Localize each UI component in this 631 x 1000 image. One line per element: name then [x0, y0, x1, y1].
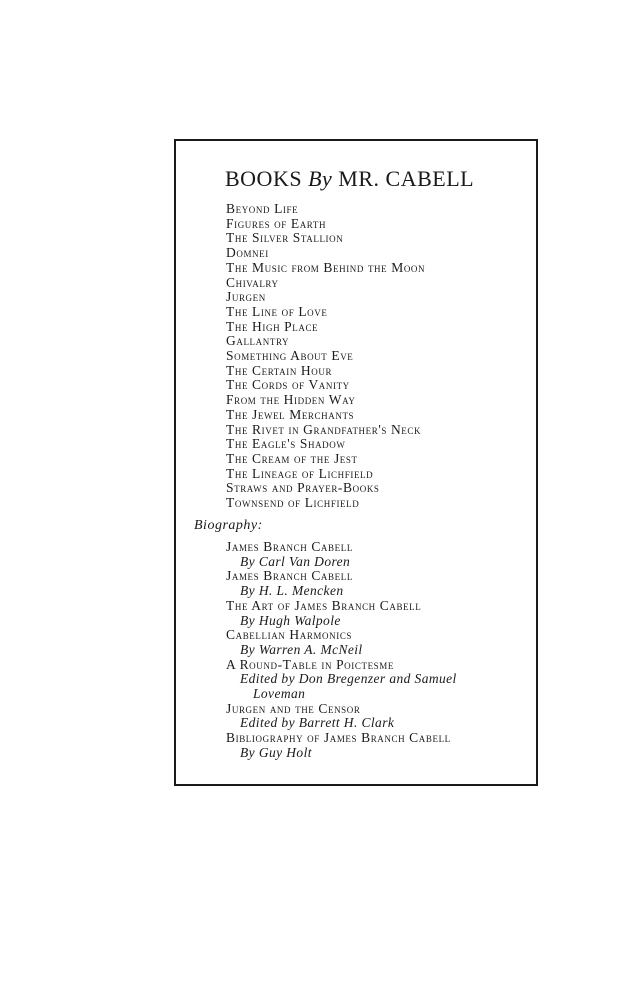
biography-title: The Art of James Branch Cabell [226, 597, 422, 613]
biography-title: Cabellian Harmonics [226, 627, 353, 643]
title-author: MR. CABELL [338, 166, 475, 191]
biography-title: James Branch Cabell [226, 539, 353, 554]
biography-title: Bibliography of James Branch Cabell [226, 730, 451, 746]
book-title: Figures of Earth [226, 215, 327, 231]
biography-author: By Carl Van Doren [240, 553, 351, 569]
title-by: By [308, 166, 333, 191]
book-title: Gallantry [226, 333, 290, 349]
book-title: The Cream of the Jest [226, 450, 358, 466]
biography-author: Edited by Barrett H. Clark [240, 715, 395, 731]
book-title: Jurgen [226, 289, 266, 305]
biography-author: By Guy Holt [240, 744, 312, 760]
books-list [226, 202, 425, 511]
biography-author-continued: Loveman [253, 686, 306, 702]
book-title: Something About Eve [226, 348, 354, 364]
biography-author: By H. L. Mencken [240, 583, 344, 599]
book-title: The Eagle's Shadow [226, 436, 346, 452]
biography-title: A Round-Table in Poictesme [226, 656, 394, 672]
page-title [225, 166, 474, 192]
biography-title: James Branch Cabell [226, 568, 353, 584]
book-title: The Rivet in Grandfather's Neck [226, 421, 422, 437]
title-books: BOOKS [225, 166, 303, 191]
book-title: Straws and Prayer-Books [226, 480, 380, 496]
book-title: The Cords of Vanity [226, 377, 350, 393]
book-title: From the Hidden Way [226, 392, 356, 408]
biography-author: Edited by Don Bregenzer and Samuel [240, 671, 457, 687]
book-title: Townsend of Lichfield [226, 495, 360, 511]
book-title: The Jewel Merchants [226, 406, 355, 422]
book-title: Domnei [226, 245, 269, 261]
biography-heading: Biography: [194, 518, 263, 533]
book-title: The Music from Behind the Moon [226, 259, 426, 275]
book-title: The Line of Love [226, 303, 328, 319]
book-title: The High Place [226, 318, 319, 334]
book-title: Beyond Life [226, 201, 299, 216]
book-title: Chivalry [226, 274, 279, 290]
book-title: The Silver Stallion [226, 230, 344, 246]
book-title: The Certain Hour [226, 362, 333, 378]
biography-list [226, 540, 457, 761]
biography-author: By Hugh Walpole [240, 612, 341, 628]
book-title: The Lineage of Lichfield [226, 465, 374, 481]
biography-author: By Warren A. McNeil [240, 641, 363, 657]
biography-title: Jurgen and the Censor [226, 700, 361, 716]
